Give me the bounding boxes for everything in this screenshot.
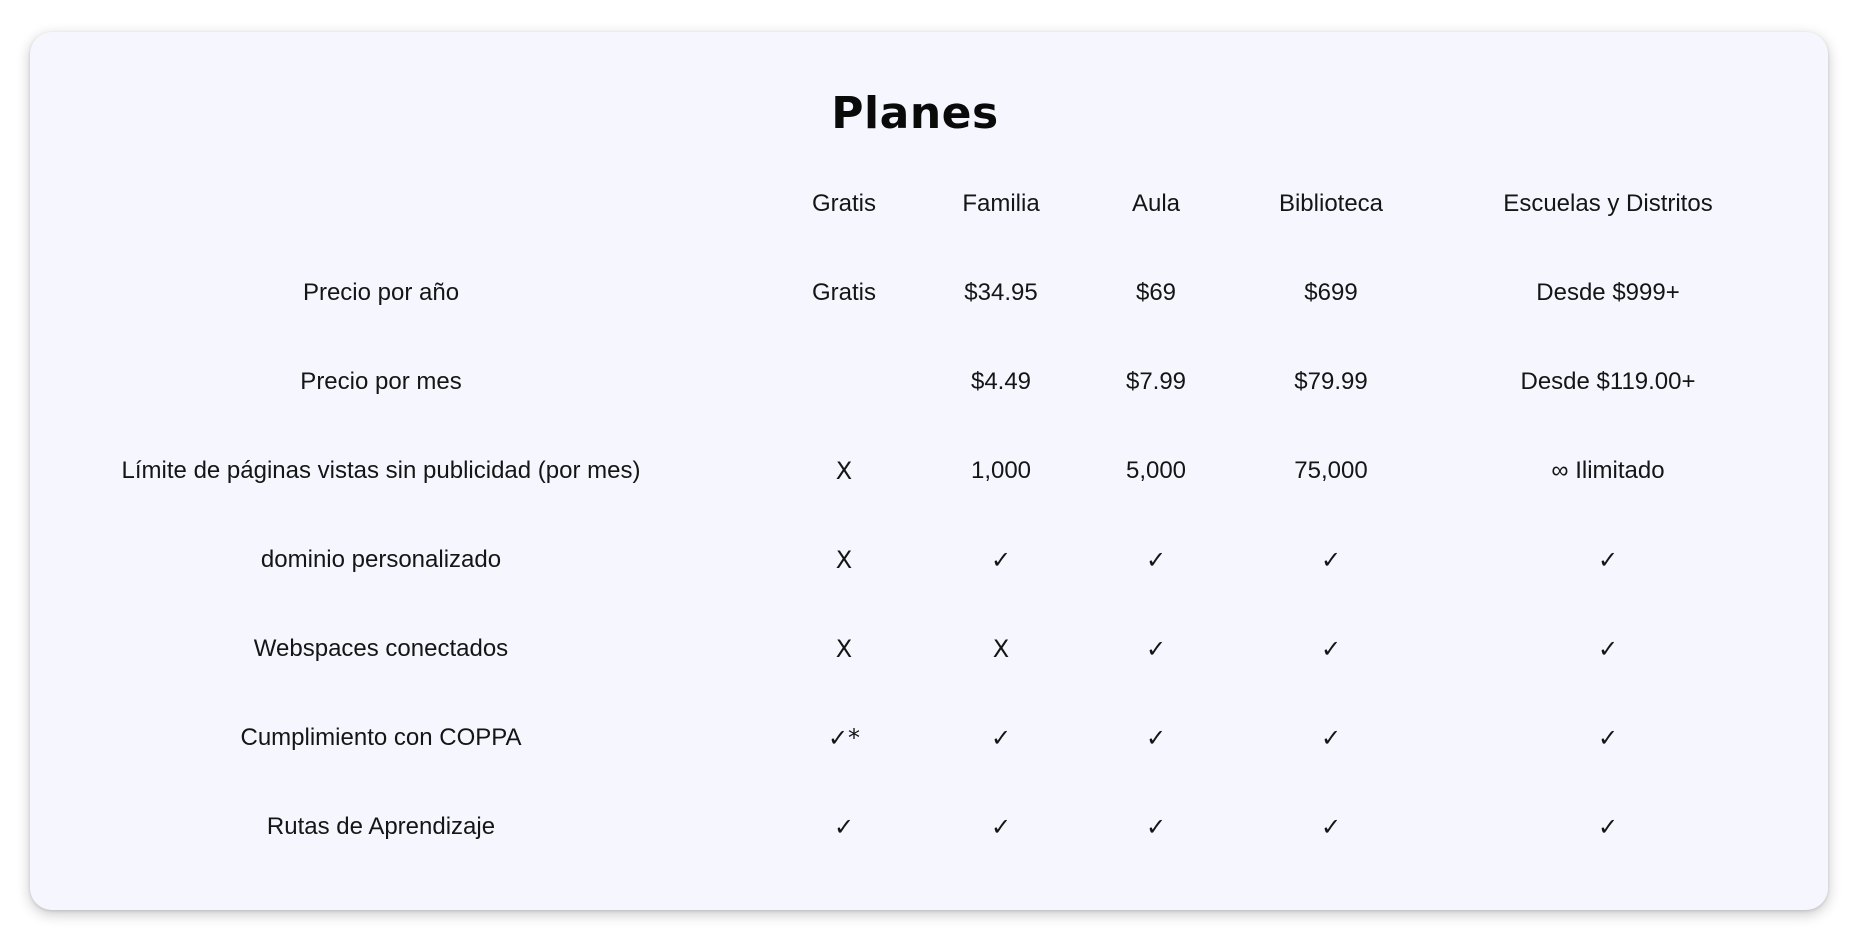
- row-label: Rutas de Aprendizaje: [266, 813, 496, 840]
- table-cell: ✓: [1145, 546, 1167, 574]
- table-cell: ✓: [1597, 813, 1619, 841]
- table-row-cumplimiento-coppa: [30, 718, 1828, 758]
- table-row-precio-por-ano: [30, 273, 1828, 313]
- table-cell: ✓: [990, 546, 1012, 574]
- table-cell: 5,000: [1125, 457, 1187, 484]
- plans-card: [30, 32, 1828, 910]
- table-row-rutas-de-aprendizaje: [30, 807, 1828, 847]
- table-cell: X: [992, 635, 1010, 663]
- table-row-precio-por-mes: [30, 362, 1828, 402]
- table-cell: X: [835, 635, 853, 663]
- table-cell: ✓: [1320, 813, 1342, 841]
- table-cell: Gratis: [811, 279, 877, 306]
- table-cell: Desde $119.00+: [1520, 368, 1696, 395]
- row-label: Precio por mes: [300, 368, 462, 395]
- table-cell: ∞ Ilimitado: [1551, 457, 1665, 484]
- row-label: Webspaces conectados: [253, 635, 509, 662]
- table-cell: ✓: [1320, 546, 1342, 574]
- table-cell: ✓: [1320, 724, 1342, 752]
- table-cell: ✓: [1597, 724, 1619, 752]
- table-row-limite-paginas: [30, 451, 1828, 491]
- page-title: Planes: [831, 88, 999, 139]
- row-label: dominio personalizado: [260, 546, 502, 573]
- table-cell: ✓: [833, 813, 855, 841]
- table-cell: Desde $999+: [1536, 279, 1680, 306]
- table-cell: ✓: [1597, 546, 1619, 574]
- table-cell: $69: [1135, 279, 1177, 306]
- column-header-aula: Aula: [1131, 190, 1181, 217]
- table-cell: 75,000: [1294, 457, 1368, 484]
- table-cell: ✓: [990, 813, 1012, 841]
- table-cell: $7.99: [1125, 368, 1187, 395]
- table-cell: ✓*: [827, 724, 861, 752]
- table-cell: ✓: [1145, 813, 1167, 841]
- table-cell: $4.49: [970, 368, 1032, 395]
- table-cell: ✓: [1597, 635, 1619, 663]
- row-label: Límite de páginas vistas sin publicidad (por mes): [121, 457, 641, 484]
- table-cell: $34.95: [964, 279, 1038, 306]
- table-row-dominio-personalizado: [30, 540, 1828, 580]
- row-label: Cumplimiento con COPPA: [240, 724, 522, 751]
- table-cell: ✓: [1320, 635, 1342, 663]
- table-header-row: [30, 184, 1828, 224]
- table-cell: ✓: [1145, 635, 1167, 663]
- row-label: Precio por año: [302, 279, 460, 306]
- column-header-escuelas-y-distritos: Escuelas y Distritos: [1503, 190, 1713, 217]
- table-cell: $79.99: [1294, 368, 1368, 395]
- table-cell: ✓: [1145, 724, 1167, 752]
- table-cell: X: [835, 546, 853, 574]
- column-header-biblioteca: Biblioteca: [1278, 190, 1384, 217]
- table-cell: 1,000: [970, 457, 1032, 484]
- column-header-familia: Familia: [962, 190, 1040, 217]
- table-row-webspaces-conectados: [30, 629, 1828, 669]
- table-cell: X: [835, 457, 853, 485]
- table-cell: $699: [1304, 279, 1358, 306]
- column-header-gratis: Gratis: [811, 190, 877, 217]
- table-cell: ✓: [990, 724, 1012, 752]
